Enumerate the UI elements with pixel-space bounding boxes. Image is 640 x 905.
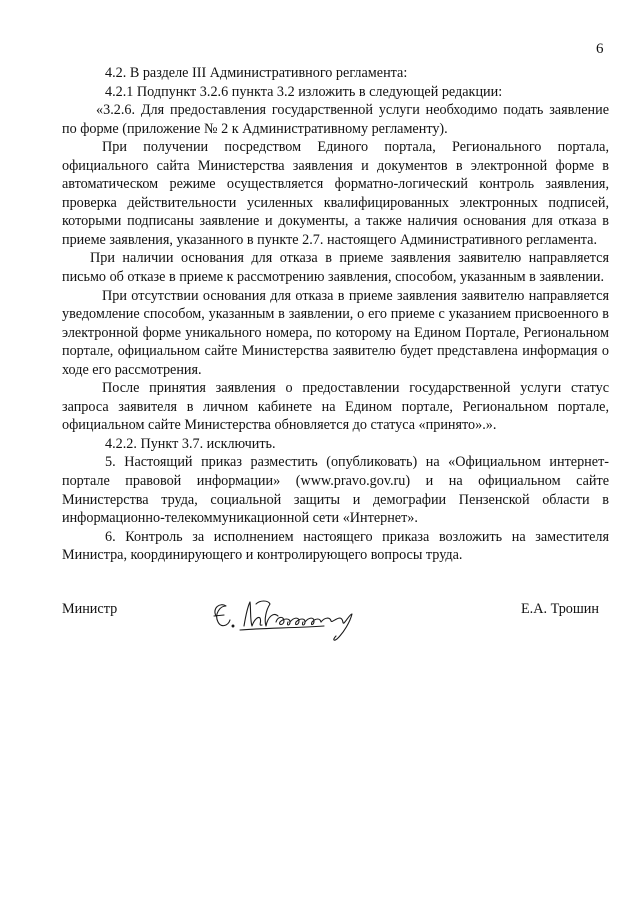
paragraph-section-4-2: 4.2. В разделе III Административного регламента:	[105, 65, 408, 81]
page-number: 6	[596, 41, 604, 57]
paragraph-6-control: 6. Контроль за исполнением настоящего приказа возложить на заместителя Министра, координирующего и контролирующего вопросы труда.	[62, 528, 609, 564]
signatory-title: Министр	[62, 601, 118, 617]
signatory-name: Е.А. Трошин	[521, 601, 599, 617]
paragraph-4-2-1: 4.2.1 Подпункт 3.2.6 пункта 3.2 изложить в следующей редакции:	[105, 83, 503, 100]
paragraph-portal-receipt: При получении посредством Единого портала, Регионального портала, официального сайта Министерства заявления и документов в электронной форме в автоматическом режиме осуществляется форматно-логический контроль заявления, проверка действительности усиленных квалифицированных электронных подписей, которыми подписаны заявление и документы, а также наличия основания для отказа в приеме заявления, указанного в пункте 2.7. настоящего Административного регламента.	[62, 139, 609, 248]
paragraph-4-2-2: 4.2.2. Пункт 3.7. исключить.	[105, 435, 276, 452]
paragraph-refusal: При наличии основания для отказа в приеме заявления заявителю направляется письмо об отказе в приеме к рассмотрению заявления, способом, указанным в заявлении.	[62, 250, 609, 286]
paragraph-status-update: После принятия заявления о предоставлении государственной услуги статус запроса заявителя в личном кабинете на Едином портале, Региональном портале, официальном сайте Министерства обновляется до статуса «принято».».	[62, 380, 609, 434]
paragraph-3-2-6: «3.2.6. Для предоставления государственной услуги необходимо подать заявление по форме (приложение № 2 к Административному регламенту).	[62, 102, 609, 137]
handwritten-signature	[204, 592, 374, 650]
signature-block	[62, 600, 609, 660]
document-body	[62, 64, 609, 565]
paragraph-acceptance-notice: При отсутствии основания для отказа в приеме заявления заявителю направляется уведомление способом, указанным в заявлении, о его приеме с указанием присвоенного в электронной форме уникального номера, по которому на Едином Портале, Региональном портале, официальном сайте Министерства заявителю будет представлена информация о ходе его рассмотрения.	[62, 287, 609, 378]
paragraph-5-publication: 5. Настоящий приказ разместить (опубликовать) на «Официальном интернет-портале правовой информации» (www.pravo.gov.ru) и на официальном сайте Министерства труда, социальной защиты и демографии Пензенской области в информационно-телекоммуникационной сети «Интернет».	[62, 454, 609, 527]
